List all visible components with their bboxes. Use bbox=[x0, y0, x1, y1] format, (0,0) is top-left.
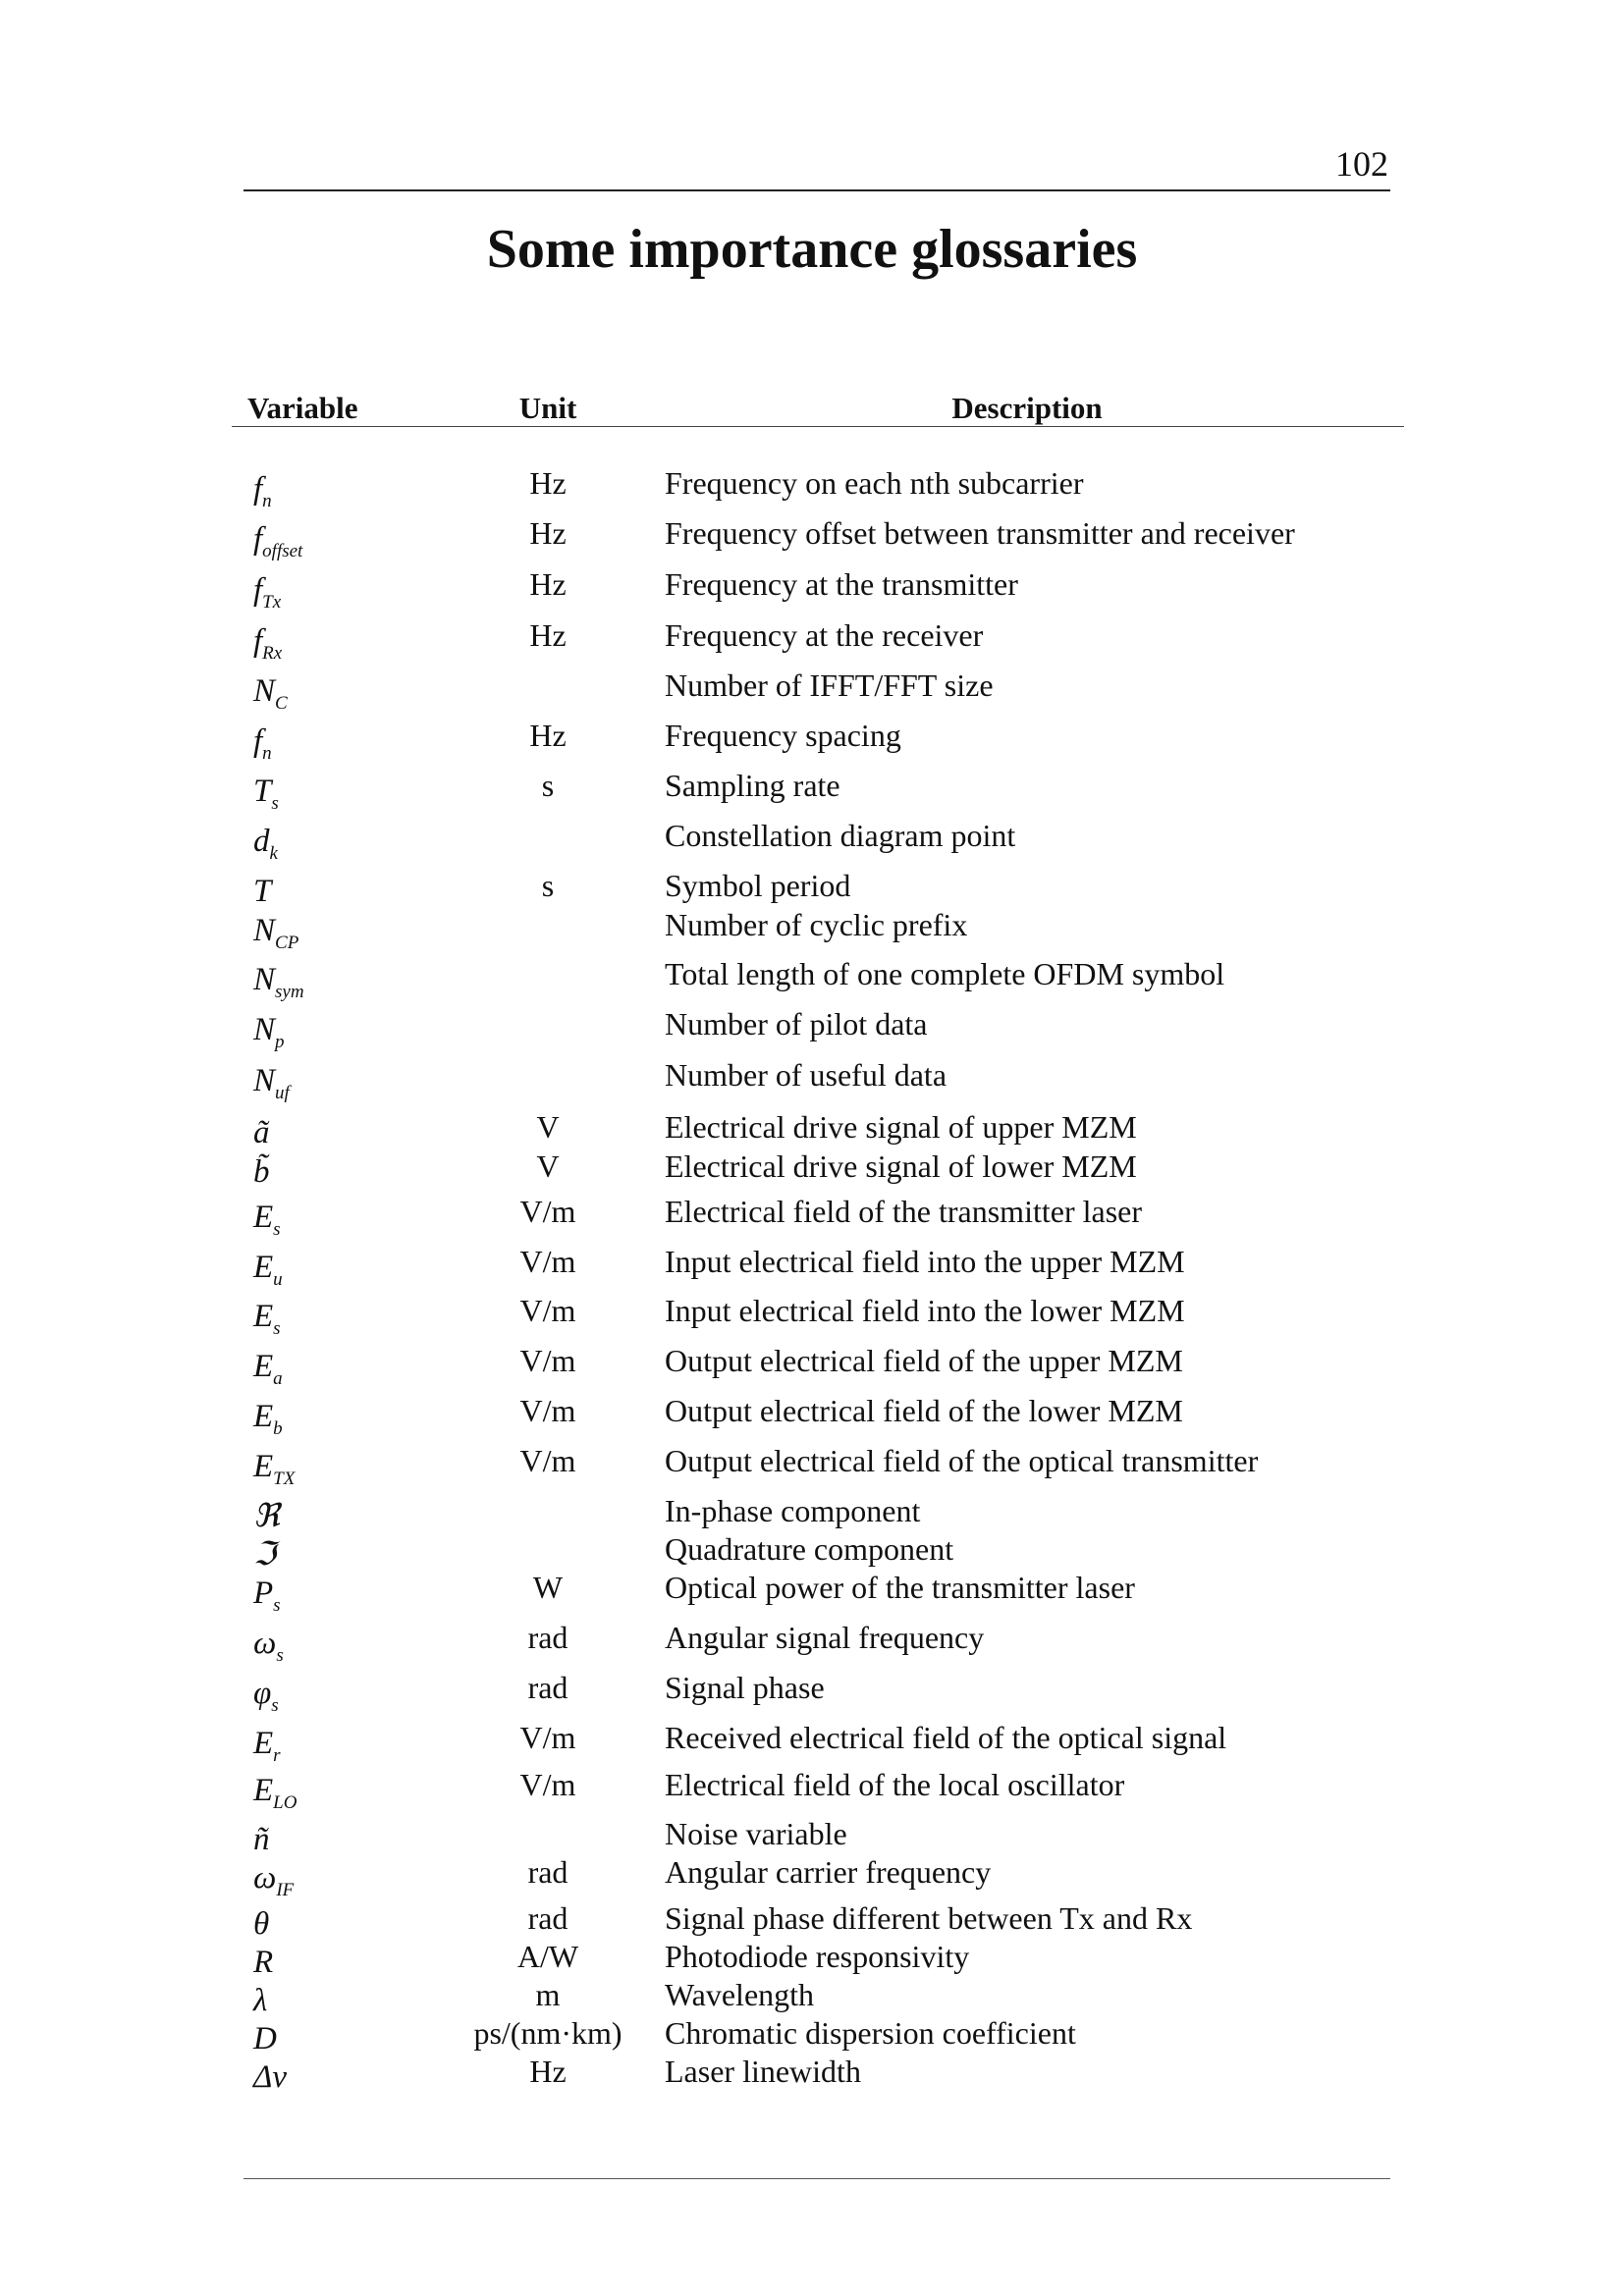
unit-cell: ps/(nm·km) bbox=[473, 2015, 623, 2051]
description-cell: Wavelength bbox=[665, 1977, 815, 2012]
description-cell: Electrical drive signal of upper MZM bbox=[665, 1109, 1137, 1145]
glossary-row bbox=[0, 1491, 1624, 1534]
unit-cell: V/m bbox=[519, 1393, 576, 1428]
unit-cell: rad bbox=[527, 1620, 568, 1655]
unit-cell: s bbox=[541, 868, 555, 903]
column-header-description: Description bbox=[951, 391, 1103, 425]
unit-cell: Hz bbox=[529, 617, 567, 653]
unit-cell: rad bbox=[527, 1854, 568, 1890]
variable-symbol: $N_C$ bbox=[253, 673, 288, 714]
description-cell: Electrical field of the local oscillator bbox=[665, 1767, 1125, 1802]
description-cell: Sampling rate bbox=[665, 768, 840, 803]
description-cell: Electrical field of the transmitter laser bbox=[665, 1194, 1142, 1229]
unit-cell: s bbox=[541, 768, 555, 803]
glossary-row bbox=[0, 954, 1624, 1002]
description-cell: Electrical drive signal of lower MZM bbox=[665, 1148, 1137, 1184]
description-cell: Quadrature component bbox=[665, 1531, 954, 1567]
unit-cell: V/m bbox=[519, 1767, 576, 1802]
unit-cell: Hz bbox=[529, 515, 567, 551]
unit-cell: V/m bbox=[519, 1343, 576, 1378]
unit-cell: Hz bbox=[529, 566, 567, 602]
glossary-row bbox=[0, 905, 1624, 953]
variable-symbol: ñ bbox=[253, 1822, 270, 1857]
description-cell: Frequency at the receiver bbox=[665, 617, 984, 653]
unit-cell: Hz bbox=[529, 718, 567, 753]
description-cell: Output electrical field of the lower MZM bbox=[665, 1393, 1183, 1428]
variable-symbol: T bbox=[253, 874, 272, 909]
glossary-row bbox=[0, 615, 1624, 664]
variable-symbol: $E_s$ bbox=[253, 1299, 281, 1339]
variable-symbol: R bbox=[253, 1945, 274, 1980]
glossary-row bbox=[0, 1975, 1624, 2018]
unit-cell: V/m bbox=[519, 1194, 576, 1229]
variable-symbol: $f_{Tx}$ bbox=[253, 572, 282, 613]
glossary-row bbox=[0, 1341, 1624, 1389]
column-header-variable: Variable bbox=[247, 391, 358, 425]
variable-symbol: $E_{TX}$ bbox=[253, 1449, 296, 1489]
glossary-row bbox=[0, 2052, 1624, 2095]
unit-cell: V/m bbox=[519, 1443, 576, 1478]
unit-cell: V/m bbox=[519, 1720, 576, 1755]
description-cell: Chromatic dispersion coefficient bbox=[665, 2015, 1076, 2051]
variable-symbol: $E_u$ bbox=[253, 1250, 283, 1290]
variable-symbol: $T_s$ bbox=[253, 774, 279, 814]
unit-cell: V bbox=[536, 1109, 560, 1145]
description-cell: Angular signal frequency bbox=[665, 1620, 985, 1655]
variable-symbol: $E_s$ bbox=[253, 1200, 281, 1240]
description-cell: Number of pilot data bbox=[665, 1006, 928, 1041]
unit-cell: Hz bbox=[529, 465, 567, 501]
variable-symbol: $f_n$ bbox=[253, 471, 272, 511]
glossary-row bbox=[0, 666, 1624, 714]
glossary-row bbox=[0, 1898, 1624, 1942]
unit-cell: V bbox=[536, 1148, 560, 1184]
glossary-row bbox=[0, 1391, 1624, 1439]
glossary-row bbox=[0, 513, 1624, 561]
glossary-row bbox=[0, 1291, 1624, 1339]
description-cell: Laser linewidth bbox=[665, 2054, 861, 2089]
glossary-row bbox=[0, 816, 1624, 864]
description-cell: Number of useful data bbox=[665, 1057, 947, 1093]
variable-symbol: ã bbox=[253, 1115, 270, 1150]
glossary-row bbox=[0, 1192, 1624, 1240]
glossary-row bbox=[0, 1618, 1624, 1666]
variable-symbol: $N_{sym}$ bbox=[253, 962, 304, 1002]
glossary-row bbox=[0, 1852, 1624, 1900]
unit-cell: W bbox=[532, 1570, 564, 1605]
description-cell: Frequency at the transmitter bbox=[665, 566, 1018, 602]
column-header-unit: Unit bbox=[518, 391, 577, 425]
description-cell: Number of IFFT/FFT size bbox=[665, 667, 994, 703]
description-cell: Received electrical field of the optical signal bbox=[665, 1720, 1227, 1755]
unit-cell: A/W bbox=[516, 1939, 579, 1974]
variable-symbol: $E_a$ bbox=[253, 1349, 283, 1389]
description-cell: Frequency offset between transmitter and receiver bbox=[665, 515, 1295, 551]
unit-cell: V/m bbox=[519, 1293, 576, 1328]
description-cell: Signal phase bbox=[665, 1670, 825, 1705]
variable-symbol: $\omega_s$ bbox=[253, 1626, 284, 1666]
glossary-row bbox=[0, 1529, 1624, 1573]
unit-cell: Hz bbox=[529, 2054, 567, 2089]
glossary-row bbox=[0, 1107, 1624, 1150]
description-cell: Input electrical field into the upper MZM bbox=[665, 1244, 1185, 1279]
glossary-row bbox=[0, 866, 1624, 909]
glossary-row bbox=[0, 1568, 1624, 1616]
description-cell: In-phase component bbox=[665, 1493, 921, 1528]
page-title: Some importance glossaries bbox=[486, 219, 1138, 280]
variable-symbol: $P_s$ bbox=[253, 1575, 281, 1616]
glossary-row bbox=[0, 1147, 1624, 1190]
variable-symbol: $d_k$ bbox=[253, 824, 278, 864]
glossary-row bbox=[0, 1937, 1624, 1980]
description-cell: Number of cyclic prefix bbox=[665, 907, 968, 942]
page-number: 102 bbox=[1335, 144, 1388, 184]
glossary-row bbox=[0, 564, 1624, 613]
description-cell: Signal phase different between Tx and Rx bbox=[665, 1900, 1193, 1936]
glossary-row bbox=[0, 1441, 1624, 1489]
variable-symbol: $f_{Rx}$ bbox=[253, 623, 283, 664]
unit-cell: m bbox=[535, 1977, 561, 2012]
glossary-row bbox=[0, 766, 1624, 814]
variable-symbol: D bbox=[253, 2021, 277, 2056]
description-cell: Frequency spacing bbox=[665, 718, 901, 753]
variable-symbol: $f_{offset}$ bbox=[253, 521, 303, 561]
variable-symbol: Δν bbox=[253, 2059, 288, 2095]
glossary-row bbox=[0, 1004, 1624, 1052]
description-cell: Symbol period bbox=[665, 868, 851, 903]
description-cell: Input electrical field into the lower MZM bbox=[665, 1293, 1185, 1328]
unit-cell: V/m bbox=[519, 1244, 576, 1279]
variable-symbol: θ bbox=[253, 1906, 270, 1942]
description-cell: Photodiode responsivity bbox=[665, 1939, 970, 1974]
description-cell: Constellation diagram point bbox=[665, 818, 1016, 853]
description-cell: Output electrical field of the upper MZM bbox=[665, 1343, 1183, 1378]
variable-symbol: $E_{LO}$ bbox=[253, 1773, 298, 1813]
glossary-row bbox=[0, 1718, 1624, 1766]
variable-symbol: $\omega_{IF}$ bbox=[253, 1860, 295, 1900]
unit-cell: rad bbox=[527, 1670, 568, 1705]
glossary-row bbox=[0, 1055, 1624, 1103]
glossary-row bbox=[0, 1765, 1624, 1813]
variable-symbol: ℜ bbox=[253, 1499, 280, 1534]
description-cell: Angular carrier frequency bbox=[665, 1854, 992, 1890]
variable-symbol: ℑ bbox=[253, 1537, 277, 1573]
description-cell: Noise variable bbox=[665, 1816, 847, 1851]
variable-symbol: $N_{uf}$ bbox=[253, 1063, 290, 1103]
glossary-row bbox=[0, 463, 1624, 511]
glossary-row bbox=[0, 1668, 1624, 1716]
variable-symbol: $E_r$ bbox=[253, 1726, 281, 1766]
variable-symbol: λ bbox=[253, 1983, 268, 2018]
description-cell: Total length of one complete OFDM symbol bbox=[665, 956, 1225, 991]
description-cell: Output electrical field of the optical transmitter bbox=[665, 1443, 1259, 1478]
variable-symbol: $\varphi_s$ bbox=[253, 1676, 279, 1716]
variable-symbol: $N_{CP}$ bbox=[253, 913, 299, 953]
description-cell: Optical power of the transmitter laser bbox=[665, 1570, 1135, 1605]
variable-symbol: $N_p$ bbox=[253, 1012, 285, 1052]
variable-symbol: $E_b$ bbox=[253, 1399, 283, 1439]
glossary-row bbox=[0, 716, 1624, 764]
description-cell: Frequency on each nth subcarrier bbox=[665, 465, 1084, 501]
variable-symbol: $f_n$ bbox=[253, 723, 272, 764]
glossary-row bbox=[0, 1242, 1624, 1290]
variable-symbol: b̃ bbox=[253, 1154, 270, 1190]
unit-cell: rad bbox=[527, 1900, 568, 1936]
glossary-row bbox=[0, 2013, 1624, 2056]
footer-rule bbox=[244, 2178, 1390, 2179]
glossary-row bbox=[0, 1814, 1624, 1857]
